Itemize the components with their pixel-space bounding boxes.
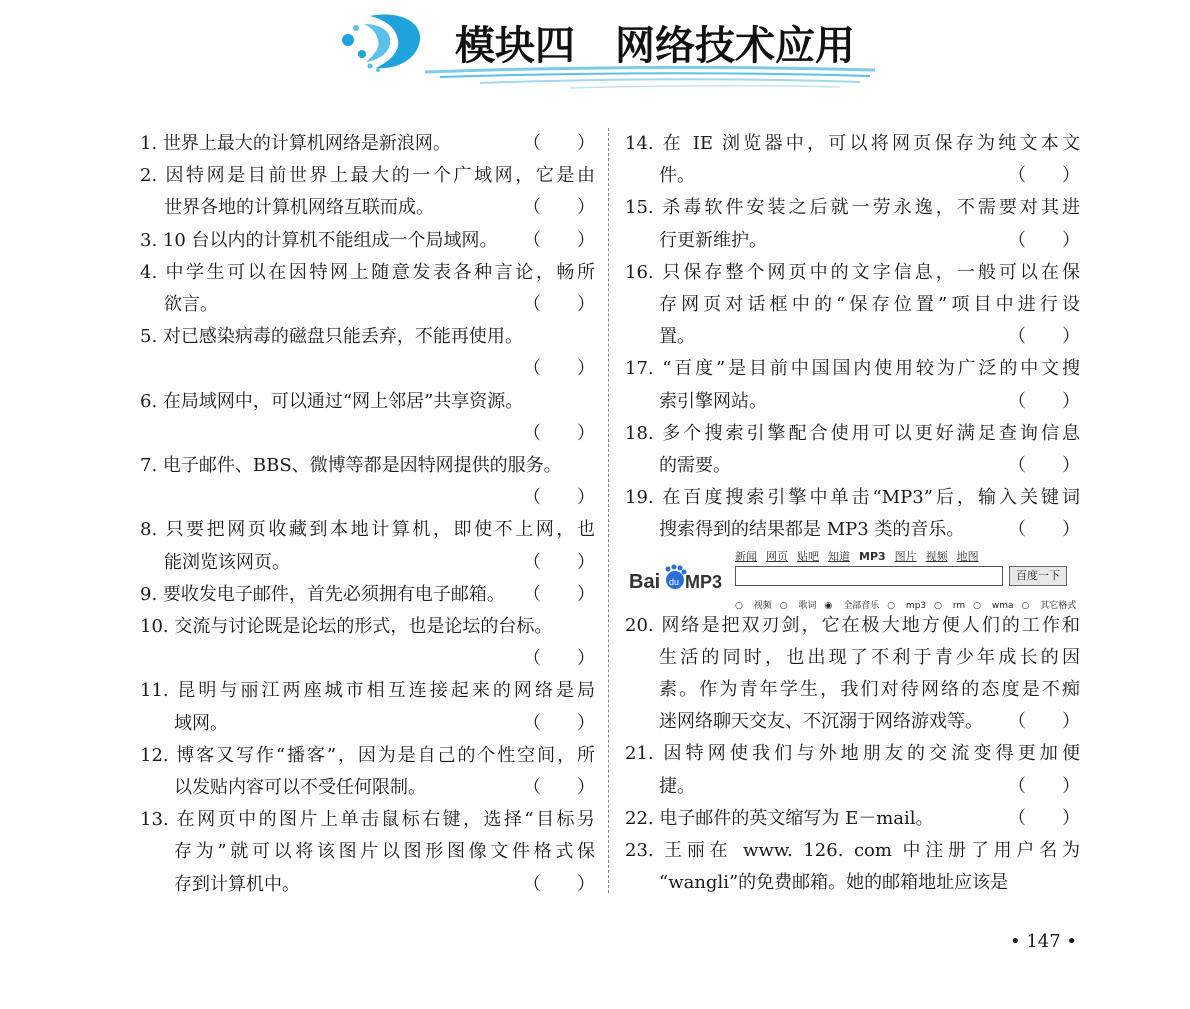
question-item (625, 835, 1080, 899)
question-item (140, 740, 595, 804)
radio-icon[interactable]: ○ (973, 600, 984, 611)
question-line: 2. 因特网是目前世界上最大的一个广域网，它是由 (140, 165, 595, 187)
answer-parentheses[interactable]: （ ） (523, 487, 595, 509)
baidu-format-option[interactable] (887, 601, 926, 611)
question-item (140, 611, 595, 675)
answer-parentheses[interactable]: （ ） (523, 712, 595, 734)
question-line: 生活的同时，也出现了不利于青少年成长的因 (659, 646, 1080, 668)
baidu-format-option[interactable] (973, 601, 1013, 611)
question-item (140, 225, 595, 257)
svg-text:MP3: MP3 (685, 571, 723, 592)
question-line: 域网。 （ ） (140, 708, 595, 740)
question-item (140, 386, 595, 450)
question-line: 20. 网络是把双刃剑，它在极大地方便人们的工作和 (625, 614, 1080, 636)
baidu-format-option[interactable] (735, 601, 772, 611)
question-line: 10. 交流与讨论既是论坛的形式，也是论坛的台标。 (140, 616, 553, 637)
question-line: 17. “百度”是目前中国国内使用较为广泛的中文搜 (625, 358, 1080, 380)
baidu-search-button[interactable]: 百度一下 (1009, 566, 1067, 586)
baidu-search-box[interactable] (735, 566, 1003, 586)
answer-parentheses[interactable]: （ ） (1008, 455, 1080, 477)
question-item (140, 128, 595, 160)
page-number: • 147 • (1010, 931, 1078, 952)
answer-parentheses[interactable]: （ ） (523, 583, 595, 605)
answer-parentheses[interactable]: （ ） (1008, 165, 1080, 187)
page-title: 模块四 网络技术应用 (455, 23, 855, 69)
question-line: 15. 杀毒软件安装之后就一劳永逸，不需要对其进 (625, 197, 1080, 219)
question-line: 存网页对话框中的“保存位置”项目中进行设 (659, 294, 1080, 316)
baidu-format-option[interactable] (824, 601, 879, 611)
baidu-tab[interactable]: 视频 (925, 549, 948, 563)
option-label: 歌词 (798, 600, 817, 611)
option-label: 全部音乐 (843, 600, 880, 611)
option-label: 其它格式 (1040, 600, 1077, 611)
radio-icon[interactable]: ○ (779, 600, 791, 611)
option-label: 视频 (753, 600, 772, 611)
answer-parentheses[interactable]: （ ） (1008, 775, 1080, 797)
question-item (140, 450, 595, 514)
question-line: 1. 世界上最大的计算机网络是新浪网。 （ ） (140, 128, 595, 160)
question-line: 22. 电子邮件的英文缩写为 E－mail。 （ ） (625, 803, 1080, 835)
question-line: 件。 （ ） (625, 160, 1080, 192)
option-label: wma (991, 600, 1014, 611)
baidu-format-option[interactable] (780, 601, 817, 611)
baidu-format-option[interactable] (934, 601, 965, 611)
question-line: 8. 只要把网页收藏到本地计算机，即使不上网，也 (140, 519, 595, 541)
baidu-format-options (735, 590, 1084, 622)
question-item (625, 192, 1080, 256)
baidu-tabs (735, 550, 988, 564)
baidu-tab[interactable]: 新闻 (735, 549, 757, 563)
question-line: 世界各地的计算机网络互联而成。 （ ） (140, 192, 595, 224)
question-line: 9. 要收发电子邮件，首先必须拥有电子邮箱。 （ ） (140, 579, 595, 611)
answer-parentheses[interactable]: （ ） (523, 777, 595, 798)
answer-parentheses[interactable]: （ ） (523, 873, 595, 895)
answer-parentheses[interactable]: （ ） (1008, 229, 1080, 251)
question-line: 12. 博客又写作“播客”，因为是自己的个性空间，所 (140, 744, 595, 766)
answer-parentheses[interactable]: （ ） (523, 197, 595, 219)
baidu-tab[interactable]: 贴吧 (797, 549, 819, 563)
question-item (140, 514, 595, 578)
question-line: 迷网络聊天交友、不沉溺于网络游戏等。 （ ） (625, 706, 1080, 738)
radio-icon[interactable]: ○ (934, 600, 945, 611)
module-logo-icon (340, 10, 425, 75)
baidu-format-option[interactable] (1022, 601, 1077, 611)
radio-icon[interactable]: ○ (1021, 600, 1033, 611)
question-line: 19. 在百度搜索引擎中单击“MP3”后，输入关键词 (625, 487, 1080, 509)
question-line: 16. 只保存整个网页中的文字信息，一般可以在保 (625, 261, 1080, 283)
question-line: 的需要。 （ ） (625, 450, 1080, 482)
question-item (625, 418, 1080, 482)
question-item (140, 160, 595, 224)
svg-text:du: du (669, 576, 680, 587)
answer-parentheses[interactable]: （ ） (523, 358, 595, 380)
baidu-tab[interactable]: 网页 (766, 549, 788, 563)
radio-icon[interactable]: ○ (887, 600, 898, 611)
baidu-logo-icon (629, 564, 734, 594)
answer-parentheses[interactable]: （ ） (1008, 326, 1080, 348)
question-item (625, 738, 1080, 802)
question-line: 5. 对已感染病毒的磁盘只能丢弃，不能再使用。 (140, 326, 523, 348)
question-line: 4. 中学生可以在因特网上随意发表各种言论，畅所 (140, 261, 595, 283)
question-item (625, 128, 1080, 192)
option-label: mp3 (905, 600, 927, 611)
baidu-tab[interactable]: 图片 (894, 549, 917, 563)
question-line: 13. 在网页中的图片上单击鼠标右键，选择“目标另 (140, 809, 595, 831)
answer-parentheses[interactable]: （ ） (523, 229, 595, 251)
question-item (625, 803, 1080, 835)
baidu-tab[interactable]: 地图 (956, 549, 979, 563)
question-item (625, 482, 1080, 546)
question-item (140, 321, 595, 385)
question-line: 存到计算机中。 （ ） (140, 869, 595, 901)
answer-parentheses[interactable]: （ ） (523, 551, 595, 573)
answer-parentheses[interactable]: （ ） (523, 422, 595, 444)
question-line: 以发贴内容可以不受任何限制。 （ ） (140, 772, 595, 804)
question-item (140, 804, 595, 901)
left-question-column (140, 128, 595, 901)
question-line: 3. 10 台以内的计算机不能组成一个局域网。 （ ） (140, 225, 595, 257)
answer-parentheses[interactable]: （ ） (523, 133, 595, 154)
question-line: 能浏览该网页。 （ ） (140, 547, 595, 579)
question-line: 6. 在局域网中，可以通过“网上邻居”共享资源。 (140, 390, 524, 412)
question-item (625, 610, 1080, 739)
column-divider (608, 128, 609, 893)
question-item (625, 353, 1080, 417)
question-line: 11. 昆明与丽江两座城市相互连接起来的网络是局 (140, 680, 595, 702)
page-header (0, 0, 1190, 100)
question-item (625, 257, 1080, 354)
answer-parentheses[interactable]: （ ） (523, 294, 595, 316)
question-line: 欲言。 （ ） (140, 289, 595, 321)
question-item (140, 257, 595, 321)
answer-parentheses[interactable]: （ ） (1008, 390, 1080, 412)
baidu-tab[interactable]: MP3 (859, 549, 886, 563)
answer-parentheses[interactable]: （ ） (1008, 807, 1080, 829)
radio-icon[interactable]: ◉ (824, 600, 836, 611)
svg-text:Bai: Bai (629, 570, 661, 593)
question-line: 7. 电子邮件、BBS、微博等都是因特网提供的服务。 (140, 455, 562, 476)
title-underline-swoosh (420, 62, 880, 92)
answer-parentheses[interactable]: （ ） (1008, 519, 1080, 541)
radio-icon[interactable]: ○ (735, 600, 746, 611)
question-line: 置。 （ ） (625, 321, 1080, 353)
question-line: 行更新维护。 （ ） (625, 225, 1080, 257)
question-line: 素。作为青年学生，我们对待网络的态度是不痴 (659, 679, 1080, 701)
question-line: 23. 王丽在 www. 126. com 中注册了用户名为 (625, 840, 1080, 862)
question-item (140, 675, 595, 739)
question-line: 存为”就可以将该图片以图形图像文件格式保 (174, 841, 595, 863)
baidu-mp3-screenshot (625, 549, 1077, 611)
question-line: “wangli”的免费邮箱。她的邮箱地址应该是 (659, 872, 1009, 894)
question-line: 14. 在 IE 浏览器中，可以将网页保存为纯文本文 (625, 133, 1080, 154)
answer-parentheses[interactable]: （ ） (523, 648, 595, 670)
answer-parentheses[interactable]: （ ） (1008, 711, 1080, 733)
baidu-tab[interactable]: 知道 (828, 549, 850, 563)
option-label: rm (952, 600, 966, 611)
question-line: 搜索得到的结果都是 MP3 类的音乐。 （ ） (625, 514, 1080, 546)
question-line: 索引擎网站。 （ ） (625, 386, 1080, 418)
question-line: 21. 因特网使我们与外地朋友的交流变得更加便 (625, 743, 1080, 765)
right-question-column (625, 128, 1080, 899)
question-item (140, 579, 595, 611)
question-line: 捷。 （ ） (625, 771, 1080, 803)
question-line: 18. 多个搜索引擎配合使用可以更好满足查询信息 (625, 422, 1080, 444)
